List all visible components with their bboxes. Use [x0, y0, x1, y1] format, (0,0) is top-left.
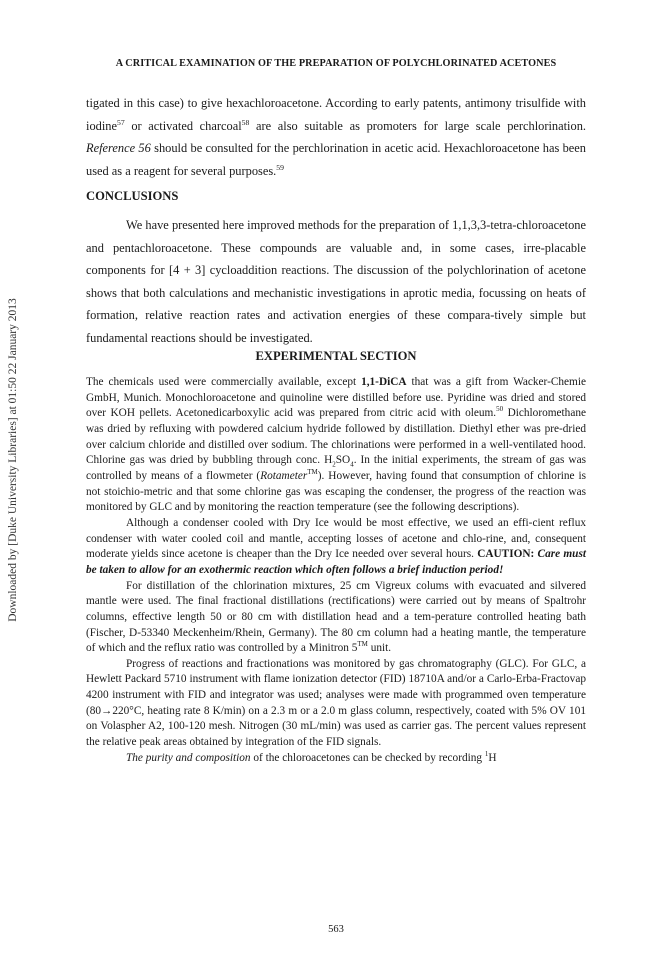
page-number: 563: [328, 924, 344, 935]
text: Although a condenser cooled with Dry Ice would be most effective, we used an effi-cient reflux condenser with water cooled coil and mantle, accepting losses of acetone and chlo-rine, and, consequent moderate yields since acetone is cheaper than the Dry Ice needed over several hours.: [86, 516, 586, 561]
text: that was a gift from Wacker-Chemie GmbH, Munich. Monochloroacetone and quinoline were distilled before use. Pyridine was dried and stored over KOH pellets. Acetonedicarboxylic acid was prepared from citric acid with oleum.: [86, 376, 586, 420]
experimental-paragraph-4: Progress of reactions and fractionations was monitored by gas chromatography (GLC). For GLC, a Hewlett Packard 5710 instrument with flame ionization detector (FID) 18710A and/or a Carlo-Erba-Fractovap 4200 instrument with FID and integrator was used; analyses were made with programmed oven temperature (80→220°C, heating rate 8 K/min) on a 2.3 m or a 2.0 m glass column, respectively, coated with 5% OV 101 on Volaspher A2, 100-120 mesh. Nitrogen (30 mL/min) was used as carrier gas. The percent values represent the relative peak areas obtained by integration of the FID signals.: [86, 657, 586, 749]
experimental-paragraph-2: [86, 516, 586, 579]
purity-phrase: The purity and composition: [126, 751, 251, 764]
caution-label: CAUTION:: [477, 548, 535, 561]
text: For distillation of the chlorination mixtures, 25 cm Vigreux colums with evacuated and silvered mantle were used. The final fractional distillations (rectifications) were carried out by means of Spaltrohr columns, effective length 50 or 80 cm with distillation head and a tem-perature controlled heating bath (Fischer, D-53340 Meckenheim/Rhein, Germany). The 80 cm column had a heating mantle, the temperature of which and the reflux ratio was controlled by a Minitron 5: [86, 579, 586, 655]
experimental-paragraph-5: [86, 751, 586, 767]
subscript: 4: [350, 460, 354, 469]
text: The chemicals used were commercially available, except: [86, 376, 362, 388]
caution-warning: Care must be taken to allow for an exothermic reaction which often follows a brief induction period!: [86, 548, 586, 576]
experimental-paragraph-3: [86, 579, 586, 657]
compound-1-1-dica: 1,1-DiCA: [361, 376, 407, 388]
citation-50: 50: [496, 405, 504, 414]
text: SO: [335, 454, 351, 467]
text: of the chloroacetones can be checked by recording: [250, 751, 485, 764]
citation-59: 59: [276, 162, 284, 172]
subscript: 2: [332, 460, 336, 469]
intro-text: should be consulted for the perchlorination in acetic acid. Hexachloroacetone has been used as a reagent for several purposes.: [86, 141, 587, 178]
trademark: TM: [307, 468, 318, 477]
reference-56: Reference 56: [86, 141, 151, 156]
trademark: TM: [357, 640, 368, 649]
rotameter-term: Rotameter: [260, 469, 308, 482]
conclusions-section: [86, 214, 586, 350]
intro-text: tigated in this case) to give hexachloroacetone. According to early patents, antimony trisulfide with iodine: [86, 96, 586, 133]
experimental-section-title: EXPERIMENTAL SECTION: [255, 349, 417, 363]
intro-text: or activated charcoal: [124, 118, 242, 133]
superscript: 1: [484, 749, 489, 758]
running-head: A CRITICAL EXAMINATION OF THE PREPARATION OF POLYCHLORINATED ACETONES: [115, 58, 557, 69]
conclusions-heading: CONCLUSIONS: [86, 189, 179, 203]
intro-text: are also suitable as promoters for large scale perchlorination.: [249, 118, 586, 133]
experimental-paragraph-1: [86, 375, 586, 516]
text: . In the initial experiments, the stream of gas was controlled by means of a flowmeter (: [86, 454, 586, 482]
citation-58: 58: [241, 117, 250, 127]
citation-57: 57: [116, 117, 125, 127]
text: Dichloromethane was dried by refluxing with powdered calcium hydride followed by distillation. Diethyl ether was pre-dried over calcium chloride and distilled over sodium. The chlorinations were performed in a well-ventilated hood. Chlorine gas was dried by bubbling through conc. H: [86, 407, 586, 467]
text: ). However, having found that consumption of chlorine is not stoichio-metric and that some chlorine gas was escaping the condenser, the progress of the reaction was monitored by GLC and by monitoring the reaction temperature (see the following descriptions).: [86, 469, 586, 514]
conclusions-paragraph: We have presented here improved methods for the preparation of 1,1,3,3-tetra-chloroacetone and pentachloroacetone. These compounds are valuable and, in some cases, irre-placable components for [4 + 3] cycloaddition reactions. The discussion of the polychlorination of acetone shows that both calculations and mechanistic investigations in aprotic media, focussing on heats of formation, relative reaction rates and activation energies of these compara-tively simple but fundamental reactions should be investigated.: [86, 218, 586, 345]
experimental-section: [86, 375, 586, 766]
watermark-text: Downloaded by [Duke University Libraries] at 01:50 22 January 2013: [7, 298, 19, 622]
download-watermark: [6, 180, 20, 740]
text: H: [488, 751, 497, 764]
intro-paragraph: [86, 92, 586, 182]
text: unit.: [367, 642, 392, 655]
